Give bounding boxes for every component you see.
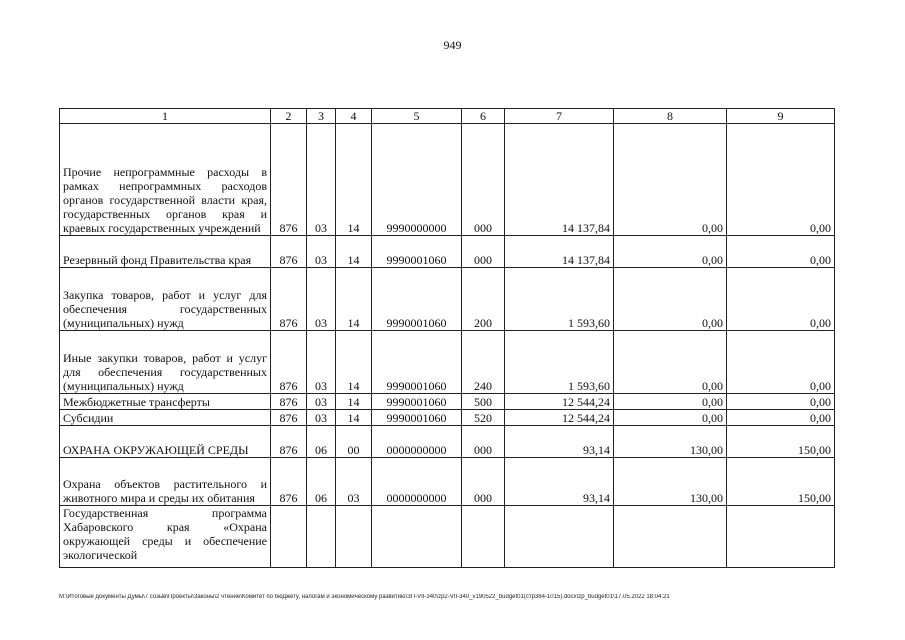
cell-subsection: 14	[336, 410, 372, 426]
column-header: 4	[336, 109, 372, 124]
cell-amount-3: 0,00	[727, 268, 835, 331]
cell-amount-1: 14 137,84	[505, 236, 614, 268]
cell-expense-type: 000	[462, 124, 505, 236]
cell-section: 03	[307, 331, 336, 394]
cell-section: 03	[307, 410, 336, 426]
cell-subsection: 00	[336, 426, 372, 458]
cell-target-item: 9990001060	[372, 394, 462, 410]
cell-amount-1: 93,14	[505, 426, 614, 458]
column-header: 7	[505, 109, 614, 124]
cell-section: 03	[307, 394, 336, 410]
cell-amount-2: 130,00	[614, 458, 727, 506]
cell-section: 06	[307, 458, 336, 506]
column-number-row	[60, 109, 835, 124]
row-name: Охрана объектов растительного и животного мира и среды их обитания	[60, 458, 271, 506]
table-row	[60, 410, 835, 426]
cell-ministry: 876	[271, 394, 307, 410]
cell-target-item: 0000000000	[372, 426, 462, 458]
cell-amount-3: 0,00	[727, 394, 835, 410]
cell-section: 03	[307, 124, 336, 236]
cell-target-item: 9990001060	[372, 236, 462, 268]
column-header: 9	[727, 109, 835, 124]
cell-subsection: 14	[336, 394, 372, 410]
cell-amount-3	[727, 506, 835, 568]
row-name: ОХРАНА ОКРУЖАЮЩЕЙ СРЕДЫ	[60, 426, 271, 458]
cell-amount-3: 150,00	[727, 426, 835, 458]
cell-amount-3: 0,00	[727, 124, 835, 236]
cell-ministry: 876	[271, 458, 307, 506]
cell-ministry: 876	[271, 426, 307, 458]
page-number: 949	[443, 38, 462, 52]
column-header: 8	[614, 109, 727, 124]
cell-subsection	[336, 506, 372, 568]
cell-amount-2: 0,00	[614, 124, 727, 236]
row-name: Государственная программа Хабаровского края «Охрана окружающей среды и обеспечение экологической	[60, 506, 271, 568]
column-header: 1	[60, 109, 271, 124]
row-name: Закупка товаров, работ и услуг для обеспечения государственных (муниципальных) нужд	[60, 268, 271, 331]
cell-amount-1: 1 593,60	[505, 268, 614, 331]
cell-target-item	[372, 506, 462, 568]
cell-section: 03	[307, 268, 336, 331]
cell-section	[307, 506, 336, 568]
cell-ministry	[271, 506, 307, 568]
document-file-path: M:\Итоговые документы Думы\7 созыв\Проекты\Законы\2 чтение\Комитет по бюджету, налогам и экономическому развитию\ЗП-VII-340\zp2-VII-340_v190522_budget01(стр384-1015).docx\zp_budget01\17.05.2022 18:04:21	[59, 594, 670, 600]
cell-ministry: 876	[271, 124, 307, 236]
cell-subsection: 14	[336, 236, 372, 268]
column-header: 2	[271, 109, 307, 124]
table-row	[60, 426, 835, 458]
cell-expense-type: 520	[462, 410, 505, 426]
cell-amount-1: 12 544,24	[505, 410, 614, 426]
cell-amount-2: 130,00	[614, 426, 727, 458]
cell-ministry: 876	[271, 268, 307, 331]
budget-table	[59, 108, 835, 568]
cell-amount-3: 150,00	[727, 458, 835, 506]
cell-section: 03	[307, 236, 336, 268]
cell-target-item: 0000000000	[372, 458, 462, 506]
cell-subsection: 14	[336, 124, 372, 236]
cell-amount-1: 1 593,60	[505, 331, 614, 394]
cell-expense-type: 000	[462, 458, 505, 506]
cell-amount-1: 93,14	[505, 458, 614, 506]
cell-expense-type: 200	[462, 268, 505, 331]
cell-ministry: 876	[271, 331, 307, 394]
row-name: Иные закупки товаров, работ и услуг для обеспечения государственных (муниципальных) нужд	[60, 331, 271, 394]
cell-amount-1: 12 544,24	[505, 394, 614, 410]
table-row	[60, 394, 835, 410]
cell-amount-3: 0,00	[727, 236, 835, 268]
cell-subsection: 14	[336, 331, 372, 394]
table-row	[60, 331, 835, 394]
cell-subsection: 03	[336, 458, 372, 506]
column-header: 3	[307, 109, 336, 124]
cell-subsection: 14	[336, 268, 372, 331]
cell-amount-2: 0,00	[614, 394, 727, 410]
cell-amount-2: 0,00	[614, 236, 727, 268]
cell-expense-type: 000	[462, 236, 505, 268]
table-row	[60, 236, 835, 268]
cell-ministry: 876	[271, 236, 307, 268]
column-header: 6	[462, 109, 505, 124]
cell-amount-2: 0,00	[614, 410, 727, 426]
cell-section: 06	[307, 426, 336, 458]
row-name: Межбюджетные трансферты	[60, 394, 271, 410]
cell-target-item: 9990000000	[372, 124, 462, 236]
cell-target-item: 9990001060	[372, 268, 462, 331]
table-row	[60, 268, 835, 331]
cell-ministry: 876	[271, 410, 307, 426]
cell-amount-2	[614, 506, 727, 568]
row-name: Резервный фонд Правительства края	[60, 236, 271, 268]
cell-expense-type: 000	[462, 426, 505, 458]
table-row	[60, 506, 835, 568]
cell-amount-1	[505, 506, 614, 568]
table-row	[60, 124, 835, 236]
cell-expense-type: 500	[462, 394, 505, 410]
table-row	[60, 458, 835, 506]
column-header: 5	[372, 109, 462, 124]
cell-amount-2: 0,00	[614, 331, 727, 394]
cell-amount-3: 0,00	[727, 331, 835, 394]
row-name: Прочие непрограммные расходы в рамках непрограммных расходов органов государственной власти края, государственных органов края и краевых государственных учреждений	[60, 124, 271, 236]
cell-amount-2: 0,00	[614, 268, 727, 331]
cell-amount-3: 0,00	[727, 410, 835, 426]
cell-expense-type: 240	[462, 331, 505, 394]
cell-expense-type	[462, 506, 505, 568]
row-name: Субсидии	[60, 410, 271, 426]
cell-target-item: 9990001060	[372, 331, 462, 394]
cell-target-item: 9990001060	[372, 410, 462, 426]
cell-amount-1: 14 137,84	[505, 124, 614, 236]
